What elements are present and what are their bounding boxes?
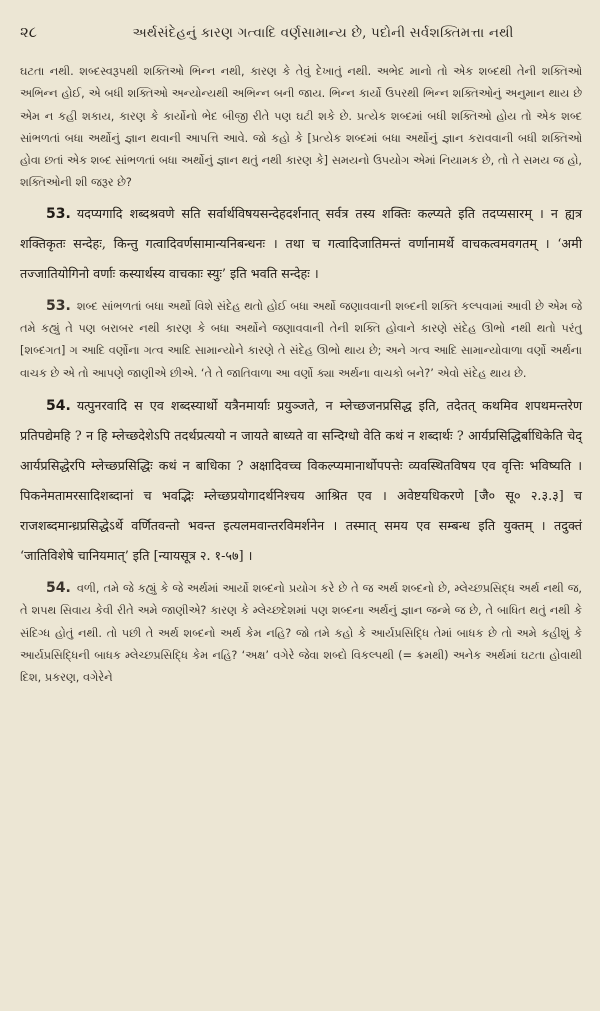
gujarati-paragraph-continued — [20, 61, 582, 195]
sanskrit-paragraph-53 — [20, 199, 582, 289]
paragraph-number: 54. — [46, 579, 71, 596]
page-header — [20, 22, 582, 43]
paragraph-text: ઘટતા નથી. શબ્દસ્વરૂપથી શક્તિઓ ભિન્ન નથી, કારણ કે તેવું દેખાતું નથી. અભેદ માનો તો એક શબ્દથી તેની શક્તિઓ અભિન્ન હોઈ, એ બધી શક્તિઓ અન્યોન્યથી અભિન્ન બની જાય. ભિન્ન કાર્યો ઉપરથી ભિન્ન શક્તિઓનું અનુમાન થાય છે એમ ન કહી શકાય, કારણ કે કાર્યોનો ભેદ બીજી રીતે પણ ઘટી શકે છે. પ્રત્યેક શબ્દમાં બધી શક્તિઓ હોય તો એક શબ્દ સાંભળતાં બધા અર્થોનું જ્ઞાન થવાની આપત્તિ આવે. જો કહો કે [પ્રત્યેક શબ્દમાં બધા અર્થોનું જ્ઞાન કરાવવાની બધી શક્તિઓ હોવા છતાં એક શબ્દ સાંભળતાં બધા અર્થોનું જ્ઞાન થતું નથી કારણ કે] સમયનો ઉપયોગ એમાં નિયામક છે, તો તે સમય જ હો, શક્તિઓની શી જરૂર છે? — [20, 65, 582, 190]
gujarati-paragraph-54 — [20, 577, 582, 689]
paragraph-text: શબ્દ સાંભળતાં બધા અર્થો વિશે સંદેહ થતો હોઈ બધા અર્થો જણાવવાની શબ્દની શક્તિ કલ્પવામાં આવી છે એમ જે તમે કહ્યું તે પણ બરાબર નથી કારણ કે બધા અર્થોને જણાવવાની તેની શક્તિ હોવાને કારણે સંદેહ ઊભો નથી થતો પરંતુ [શબ્દગત] ગ આદિ વર્ણોના ગત્વ આદિ સામાન્યોને કારણે તે સંદેહ ઊભો થાય છે; અને ગત્વ આદિ સામાન્યોવાળા વર્ણો અર્થના વાચક છે એ તો આપણે જાણીએ છીએ. ‘તે તે જાતિવાળા આ વર્ણો ક્યા અર્થના વાચકો બને?’ એવો સંદેહ થાય છે. — [20, 299, 582, 380]
page-number: ૨૮ — [20, 23, 38, 41]
paragraph-text: यत्पुनरवादि स एव शब्दस्यार्थो यत्रैनमार्याः प्रयुञ्जते, न म्लेच्छजनप्रसिद्ध इति, तदेतत् कथमिव शपथमन्तरेण प्रतिपद्येमहि ? न हि म्लेच्छदेशेऽपि तदर्थप्रत्ययो न जायते बाध्यते वा सन्दिग्धो वेति कथं न शब्दार्थः ? आर्यप्रसिद्धिर्बाधिकेति चेद् आर्यप्रसिद्धेरपि म्लेच्छप्रसिद्धिः कथं न बाधिका ? अक्षादिवच्च विकल्प्यमानार्थोपपत्तेः व्यवस्थितविषय एव वृत्तिः भविष्यति । पिकनेमतामरसादिशब्दानां च भवद्भिः म्लेच्छप्रयोगादर्थनिश्चय आश्रित एव । अवेष्टयधिकरणे [जै० सू० २.३.३] च राजशब्दमान्ध्रप्रसिद्धेऽर्थे वर्णितवन्तो भवन्त इत्यलमवान्तरविमर्शनेन । तस्मात् समय एव सम्बन्ध इति युक्तम् । तदुक्तं ‘जातिविशेषे चानियमात्’ इति [न्यायसूत्र २. १-५७] । — [20, 397, 582, 563]
gujarati-paragraph-53 — [20, 295, 582, 385]
paragraph-text: यदप्यगादि शब्दश्रवणे सति सर्वार्थविषयसन्देहदर्शनात् सर्वत्र तस्य शक्तिः कल्प्यते इति तदप्यसारम् । न ह्यत्र शक्तिकृतः सन्देहः, किन्तु गत्वादिवर्णसामान्यनिबन्धनः । तथा च गत्वादिजातिमन्तं वर्णानामर्थे वाचकत्वमवगतम् । ‘अमी तज्जातियोगिनो वर्णाः कस्यार्थस्य वाचकाः स्युः’ इति भवति सन्देहः । — [20, 205, 582, 281]
paragraph-text: વળી, તમે જે કહ્યું કે જે અર્થમાં આર્યો શબ્દનો પ્રયોગ કરે છે તે જ અર્થ શબ્દનો છે, મ્લેચ્છપ્રસિદ્ધ અર્થ નથી જ, તે શપથ સિવાય કેવી રીતે અમે જાણીએ? કારણ કે મ્લેચ્છદેશમાં પણ શબ્દના અર્થનું જ્ઞાન જન્મે જ છે, તે બાધિત થતું નથી કે સંદિગ્ધ હોતું નથી. તો પછી તે અર્થ શબ્દનો અર્થ કેમ નહિ? જો તમે કહો કે આર્યપ્રસિદ્ધિ તેમાં બાધક છે તો અમે કહીશું કે આર્યપ્રસિદ્ધિની બાધક મ્લેચ્છપ્રસિદ્ધિ કેમ નહિ? ‘અક્ષ’ વગેરે જેવા શબ્દો વિકલ્પથી (= ક્રમથી) અનેક અર્થમાં ઘટતા હોવાથી દિશ, પ્રકરણ, વગેરેને — [20, 581, 582, 685]
paragraph-number: 53. — [46, 205, 71, 222]
running-title: અર્થસંદેહનું કારણ ગત્વાદિ વર્ણસામાન્ય છે, પદોની સર્વશક્તિમત્તા નથી — [132, 25, 514, 41]
sanskrit-paragraph-54 — [20, 391, 582, 571]
paragraph-number: 54. — [46, 397, 71, 414]
paragraph-number: 53. — [46, 297, 71, 314]
